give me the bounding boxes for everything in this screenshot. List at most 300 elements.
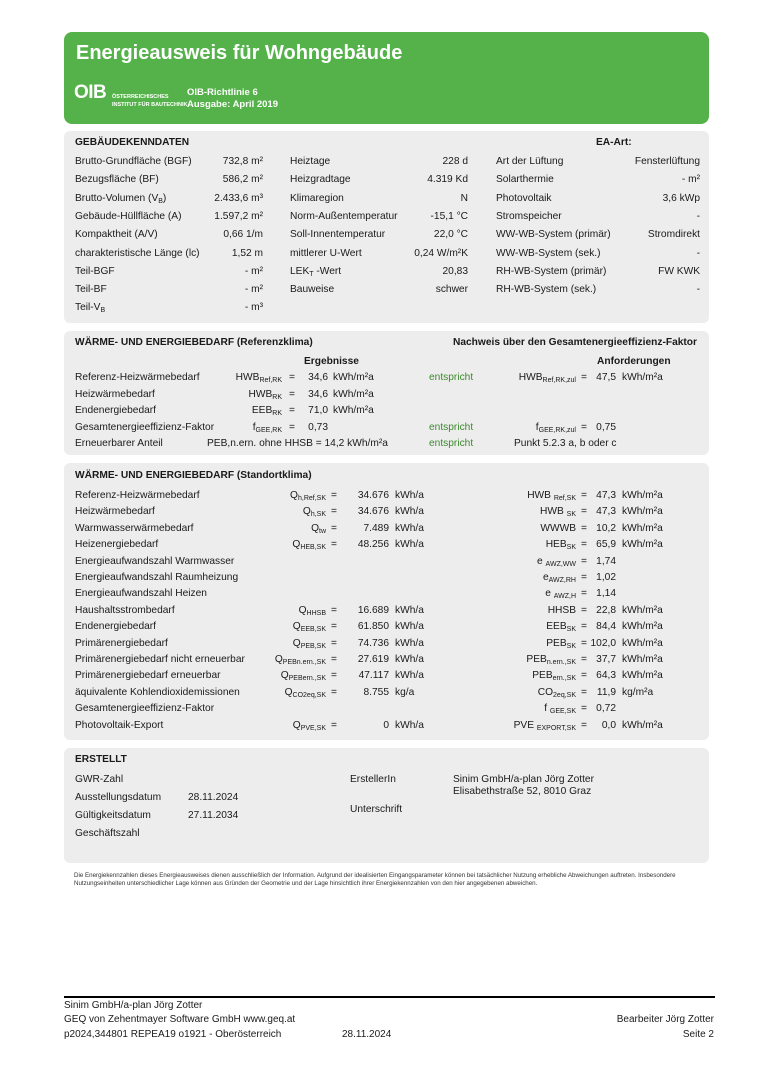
document-title: Energieausweis für Wohngebäude <box>76 42 403 64</box>
std-row-label: Primärenergiebedarf erneuerbar <box>75 670 221 682</box>
std-row-value: 48.256 <box>357 539 389 551</box>
std-row-req-symbol-subscript: Ref,SK <box>553 495 576 502</box>
geb-col2-value: 0,24 W/m²K <box>414 247 468 259</box>
std-row-symbol-symbol: Q <box>302 506 311 518</box>
std-row-label: Primärenergiebedarf <box>75 637 168 649</box>
std-row-label: Photovoltaik-Export <box>75 719 164 731</box>
std-row-symbol <box>254 539 326 551</box>
std-row-req-symbol <box>484 621 576 633</box>
geb-col2-label: Heizgradtage <box>290 174 351 186</box>
std-row-req-value: 0,72 <box>596 703 616 715</box>
std-row-value: 34.676 <box>357 490 389 501</box>
ref-row-symbol <box>214 389 282 401</box>
std-row-req-value: 0,0 <box>601 719 616 731</box>
std-row-req-symbol-symbol: PEB <box>546 637 567 649</box>
ref-row-label: Heizwärmebedarf <box>75 388 155 400</box>
ref-row-status: entspricht <box>429 421 474 433</box>
std-row-req-unit: kWh/m²a <box>622 719 663 731</box>
std-row-req-value: 10,2 <box>596 522 616 534</box>
std-row-req-symbol-symbol: HWB <box>540 506 567 518</box>
ref-row-symbol-symbol: HWB <box>248 388 273 400</box>
ergebnisse-heading: Ergebnisse <box>304 356 359 367</box>
std-row-req-value: 1,02 <box>596 572 616 583</box>
geb-col3-label: WW-WB-System (primär) <box>496 229 611 241</box>
std-row-req-eq: = <box>581 588 587 600</box>
geb-col3-value: - m² <box>681 174 700 186</box>
erneuerbar-label: Erneuerbarer Anteil <box>75 438 163 449</box>
std-row-req-symbol-symbol: PEB <box>532 670 553 682</box>
std-row-symbol-symbol: Q <box>274 654 283 665</box>
std-row-symbol-symbol: Q <box>292 539 301 551</box>
document-header <box>64 32 709 124</box>
std-row-req-symbol <box>484 506 576 518</box>
std-row-req-unit: kWh/m²a <box>622 539 663 551</box>
disclaimer: Die Energiekennzahlen dieses Energieausweises dienen ausschließlich der Information. Aufgrund der idealisierten Eingangsparameter können bei tatsächlicher Nutzung erhebliche Abweichungen auftreten. Insbesondere Nutzungseinheiten unterschiedlicher Lage können aus Gründen der Geometrie und der Lage hinsichtlich ihrer Energiekennzahlen von den hier angegebenen abweichen. <box>74 872 676 887</box>
ausstellung-label: Ausstellungsdatum <box>75 792 162 803</box>
ersteller-label: ErstellerIn <box>350 774 396 785</box>
std-row-symbol-subscript: HHSB <box>306 609 326 617</box>
std-row-value: 7.489 <box>363 522 389 534</box>
referenzklima-section <box>64 331 709 455</box>
oib-logo-mark: OIB <box>74 82 107 103</box>
ref-row-req-value: 0,75 <box>596 421 616 433</box>
std-row-symbol-subscript: EEB,SK <box>300 626 326 634</box>
std-row-req-symbol <box>484 720 576 732</box>
std-row-eq: = <box>331 654 337 665</box>
std-row-unit: kWh/a <box>395 637 424 649</box>
std-row-req-symbol <box>484 605 576 617</box>
ref-row-symbol-subscript: RK <box>272 393 282 401</box>
std-row-symbol <box>254 720 326 732</box>
std-row-label: Warmwasserwärmebedarf <box>75 522 194 534</box>
footer-project-id: p2024,344801 REPEA19 o1921 - Oberösterreich <box>64 1029 282 1040</box>
ref-row-value: 34,6 <box>308 388 328 400</box>
geb-col1-value: 586,2 m² <box>222 174 263 186</box>
std-row-req-value: 47,3 <box>596 490 616 501</box>
std-row-unit: kWh/a <box>395 621 424 633</box>
geb-col3-label: Solarthermie <box>496 174 554 186</box>
std-row-symbol-symbol: Q <box>292 637 301 649</box>
ref-row-eq: = <box>289 388 295 400</box>
std-row-unit: kWh/a <box>395 719 424 731</box>
std-row-req-unit: kWh/m²a <box>622 670 663 682</box>
ref-row-symbol-symbol: EEB <box>251 405 273 416</box>
ref-row-status: entspricht <box>429 372 474 383</box>
std-row-req-unit: kWh/m²a <box>622 604 663 616</box>
std-row-eq: = <box>331 539 337 551</box>
geb-col1-label-suffix: ) <box>162 192 167 204</box>
std-row-unit: kWh/a <box>395 506 424 518</box>
std-row-eq: = <box>331 637 337 649</box>
geb-col1-value: 2.433,6 m³ <box>214 192 263 204</box>
ref-row-req-eq: = <box>581 421 587 433</box>
ref-row-label: Gesamtenergieeffizienz-Faktor <box>75 421 215 433</box>
referenz-heading: WÄRME- UND ENERGIEBEDARF (Referenzklima) <box>75 337 313 348</box>
geb-col1-label: Kompaktheit (A/V) <box>75 229 158 241</box>
std-row-label: Energieaufwandszahl Warmwasser <box>75 555 235 567</box>
std-row-req-symbol-symbol: WWWB <box>540 522 576 534</box>
std-row-eq: = <box>331 670 337 682</box>
geb-col2-value: 4.319 Kd <box>427 174 468 186</box>
std-row-symbol <box>254 506 326 518</box>
std-row-label: äquivalente Kohlendioxidemissionen <box>75 686 240 698</box>
std-row-symbol <box>254 654 326 666</box>
std-row-req-value: 47,3 <box>596 506 616 518</box>
std-row-symbol-symbol: Q <box>290 490 298 501</box>
std-row-label: Gesamtenergieeffizienz-Faktor <box>75 703 215 715</box>
std-row-unit: kWh/a <box>395 654 424 665</box>
std-row-req-unit: kWh/m²a <box>622 654 663 665</box>
ref-row-eq: = <box>289 372 295 383</box>
std-row-eq: = <box>331 522 337 534</box>
geb-col1-label: Teil-BGF <box>75 265 115 277</box>
std-row-label: Primärenergiebedarf nicht erneuerbar <box>75 654 245 665</box>
geb-col2-label-symbol: LEK <box>290 265 310 277</box>
std-row-symbol <box>254 687 326 699</box>
geb-col2-value: N <box>460 192 468 204</box>
std-row-value: 74.736 <box>357 637 389 649</box>
std-row-symbol-subscript: PEB,SK <box>300 642 326 650</box>
ref-row-symbol-symbol: HWB <box>235 372 260 383</box>
richtlinie: OIB-Richtlinie 6 <box>187 87 258 98</box>
geb-col3-value: - <box>696 247 700 259</box>
std-row-unit: kWh/a <box>395 604 424 616</box>
std-row-eq: = <box>331 621 337 633</box>
std-row-req-eq: = <box>581 555 587 567</box>
std-row-value: 34.676 <box>357 506 389 518</box>
geb-col2-label: Norm-Außentemperatur <box>290 210 398 222</box>
geb-col3-label: WW-WB-System (sek.) <box>496 247 601 259</box>
std-row-req-symbol-symbol: CO <box>537 686 554 698</box>
geb-col1-label <box>75 193 166 205</box>
std-row-req-eq: = <box>581 572 587 583</box>
std-row-req-symbol <box>484 539 576 551</box>
std-row-symbol <box>254 621 326 633</box>
ref-row-symbol <box>214 372 282 384</box>
ref-row-value: 0,73 <box>308 421 328 433</box>
ref-row-symbol-subscript: RK <box>272 410 282 417</box>
geb-col1-value: - m³ <box>244 302 263 314</box>
geb-col2-label <box>290 266 341 278</box>
footer-divider <box>64 996 715 998</box>
ref-row-req-unit: kWh/m²a <box>622 372 663 383</box>
std-row-req-eq: = <box>581 522 587 534</box>
std-row-req-eq: = <box>581 539 587 551</box>
std-row-label: Heizwärmebedarf <box>75 506 155 518</box>
geb-col1-value: 0,66 1/m <box>223 229 263 241</box>
geb-col3-label: Art der Lüftung <box>496 156 564 167</box>
std-row-req-symbol-subscript: SK <box>566 626 576 634</box>
geb-col2-label-suffix: -Wert <box>313 265 342 277</box>
std-row-req-value: 37,7 <box>596 654 616 665</box>
std-row-unit: kWh/a <box>395 670 424 682</box>
std-row-eq: = <box>331 719 337 731</box>
std-row-req-symbol-symbol: HEB <box>545 539 567 551</box>
footer-company: Sinim GmbH/a-plan Jörg Zotter <box>64 1000 203 1011</box>
footer-page: Seite 2 <box>682 1029 714 1040</box>
std-row-value: 16.689 <box>357 604 389 616</box>
geb-col1-value: 1,52 m <box>231 247 263 259</box>
ref-row-label: Referenz-Heizwärmebedarf <box>75 372 200 383</box>
geb-col3-label: RH-WB-System (sek.) <box>496 284 597 296</box>
gueltig-label: Gültigkeitsdatum <box>75 810 151 821</box>
oib-logo-line1: ÖSTERREICHISCHES <box>112 94 169 100</box>
geb-col1-label: Gebäude-Hüllfläche (A) <box>75 210 182 222</box>
ref-row-req-symbol-subscript: GEE,RK,zul <box>538 426 576 434</box>
std-row-unit: kg/a <box>395 686 415 698</box>
gueltig-value: 27.11.2034 <box>188 810 239 821</box>
footer-software: GEQ von Zehentmayer Software GmbH www.geq.at <box>64 1014 296 1025</box>
std-row-req-value: 84,4 <box>596 621 616 633</box>
ref-row-req-symbol-subscript: Ref,RK,zul <box>542 377 576 384</box>
std-row-symbol <box>254 638 326 650</box>
geb-col1-value: 1.597,2 m² <box>214 210 263 222</box>
std-row-symbol-subscript: tw <box>319 527 326 535</box>
std-row-req-symbol-symbol: HWB <box>527 490 554 501</box>
std-row-req-symbol-subscript: SK <box>566 511 576 519</box>
geb-col1-label-symbol: Teil-V <box>75 302 101 314</box>
std-row-req-eq: = <box>581 604 587 616</box>
std-row-symbol-symbol: Q <box>298 604 307 616</box>
ref-row-eq: = <box>289 405 295 416</box>
std-row-req-symbol-subscript: AWZ,H <box>553 593 576 601</box>
std-row-req-symbol-symbol: e <box>542 572 549 583</box>
std-row-req-symbol-symbol: f <box>544 703 550 715</box>
erstellt-heading: ERSTELLT <box>75 754 127 765</box>
std-row-symbol-subscript: HEB,SK <box>300 544 326 552</box>
std-row-req-symbol <box>484 588 576 600</box>
gebaeudekenndaten-section <box>64 131 709 323</box>
ref-row-label: Endenergiebedarf <box>75 405 156 416</box>
gwr-label: GWR-Zahl <box>75 774 124 785</box>
std-row-req-symbol-symbol: PVE <box>513 719 537 731</box>
geb-col2-value: -15,1 °C <box>430 210 468 222</box>
erneuerbar-requirement: Punkt 5.2.3 a, b oder c <box>514 438 617 449</box>
std-row-req-unit: kWh/m²a <box>622 522 663 534</box>
gebaeude-heading: GEBÄUDEKENNDATEN <box>75 137 190 148</box>
geb-col1-value: - m² <box>244 284 263 296</box>
erneuerbar-status: entspricht <box>429 438 474 449</box>
std-row-label: Energieaufwandszahl Heizen <box>75 588 207 600</box>
geb-col3-value: Fensterlüftung <box>634 156 700 167</box>
geb-col2-label: mittlerer U-Wert <box>290 247 362 259</box>
ersteller-address: Elisabethstraße 52, 8010 Graz <box>453 786 592 797</box>
ref-row-req-symbol <box>484 372 576 384</box>
ref-row-symbol <box>214 405 282 417</box>
geb-col3-value: 3,6 kWp <box>662 192 700 204</box>
std-row-symbol-symbol: Q <box>292 621 301 633</box>
std-row-symbol-symbol: Q <box>292 719 301 731</box>
geb-col3-value: - <box>696 210 700 222</box>
std-row-req-symbol <box>484 687 576 699</box>
std-row-req-symbol-subscript: n.ern.,SK <box>546 659 576 666</box>
std-row-req-symbol-subscript: SK <box>566 544 576 552</box>
geb-col1-label-subscript: B <box>100 307 106 315</box>
ref-row-eq: = <box>289 421 295 433</box>
footer-date: 28.11.2024 <box>342 1029 392 1040</box>
nachweis-heading: Nachweis über den Gesamtenergieeffizienz-Faktor <box>452 337 697 348</box>
geb-col2-value: schwer <box>435 284 468 296</box>
geb-col1-label <box>75 302 105 314</box>
std-row-value: 8.755 <box>363 686 389 698</box>
erneuerbar-value: PEB,n.ern. ohne HHSB = 14,2 kWh/m²a <box>207 438 388 449</box>
ref-row-req-symbol <box>484 422 576 434</box>
ref-row-symbol <box>214 422 282 434</box>
std-row-req-symbol-symbol: HHSB <box>547 604 576 616</box>
std-row-req-eq: = <box>581 719 587 731</box>
geb-col1-label: Bezugsfläche (BF) <box>75 174 159 186</box>
std-row-req-unit: kWh/m²a <box>622 637 663 649</box>
std-row-symbol <box>254 490 326 502</box>
std-row-symbol <box>254 670 326 682</box>
geb-col2-label: Klimaregion <box>290 192 344 204</box>
std-row-symbol <box>254 605 326 617</box>
std-row-unit: kWh/a <box>395 490 424 501</box>
ref-row-value: 71,0 <box>308 405 328 416</box>
oib-logo <box>74 82 192 114</box>
std-row-req-value: 1,14 <box>596 588 616 600</box>
geb-col1-value: 732,8 m² <box>222 156 263 167</box>
ersteller-name: Sinim GmbH/a-plan Jörg Zotter <box>453 774 594 785</box>
std-row-req-eq: = <box>581 654 587 665</box>
geschaeftszahl-label: Geschäftszahl <box>75 828 140 839</box>
ref-row-req-value: 47,5 <box>596 372 616 383</box>
geb-col1-value: - m² <box>244 265 263 277</box>
std-row-req-symbol <box>484 572 576 584</box>
ref-row-unit: kWh/m²a <box>333 372 374 383</box>
std-row-req-symbol-symbol: PEB <box>526 654 547 665</box>
std-row-symbol-subscript: PVE,SK <box>300 724 326 732</box>
std-row-req-unit: kg/m²a <box>622 686 654 698</box>
geb-col1-label-symbol: Brutto-Volumen (V <box>75 192 159 204</box>
std-row-req-symbol <box>484 490 576 502</box>
geb-col3-label: Stromspeicher <box>496 210 562 222</box>
geb-col2-label-subscript: T <box>309 270 314 278</box>
erstellt-section <box>64 748 709 863</box>
std-row-req-eq: = <box>581 686 587 698</box>
ea-art-label: EA-Art: <box>596 137 632 148</box>
std-row-symbol-symbol: Q <box>311 522 319 534</box>
std-row-req-symbol <box>484 670 576 682</box>
std-row-req-unit: kWh/m²a <box>622 490 663 501</box>
geb-col2-label: Soll-Innentemperatur <box>290 229 386 241</box>
anforderungen-heading: Anforderungen <box>597 356 671 367</box>
geb-col1-label: Brutto-Grundfläche (BGF) <box>75 156 192 167</box>
std-row-req-symbol-symbol: e <box>537 555 546 567</box>
std-row-value: 61.850 <box>357 621 389 633</box>
std-row-eq: = <box>331 686 337 698</box>
ref-row-symbol-symbol: f <box>252 421 256 433</box>
geb-col1-label: Teil-BF <box>75 284 107 296</box>
std-row-value: 0 <box>383 719 389 731</box>
ausgabe: Ausgabe: April 2019 <box>187 99 278 110</box>
std-row-req-symbol <box>484 638 576 650</box>
std-row-symbol-subscript: h,SK <box>310 511 326 519</box>
ausstellung-value: 28.11.2024 <box>188 792 239 803</box>
std-row-unit: kWh/a <box>395 522 424 534</box>
geb-col3-label: Photovoltaik <box>496 192 552 204</box>
std-row-req-symbol <box>484 523 576 535</box>
ref-row-symbol-subscript: GEE,RK <box>255 426 282 434</box>
std-row-req-symbol-subscript: EXPORT,SK <box>536 724 576 732</box>
std-row-req-unit: kWh/m²a <box>622 506 663 518</box>
std-row-label: Heizenergiebedarf <box>75 539 159 551</box>
std-row-label: Haushaltsstrombedarf <box>75 604 175 616</box>
std-row-req-symbol-subscript: AWZ,RH <box>548 577 576 584</box>
std-row-req-symbol-subscript: AWZ,WW <box>545 560 576 568</box>
geb-col2-value: 228 d <box>442 156 468 167</box>
std-row-symbol-subscript: PEBn.ern.,SK <box>282 659 326 666</box>
std-row-req-symbol-subscript: ern.,SK <box>552 675 576 683</box>
geb-col3-value: - <box>696 284 700 296</box>
ref-row-req-eq: = <box>581 372 587 383</box>
ref-row-unit: kWh/m²a <box>333 388 374 400</box>
std-row-label: Energieaufwandszahl Raumheizung <box>75 572 239 583</box>
std-row-req-value: 1,74 <box>596 555 616 567</box>
standort-heading: WÄRME- UND ENERGIEBEDARF (Standortklima) <box>75 470 312 481</box>
geb-col1-label: charakteristische Länge (lc) <box>75 247 200 259</box>
std-row-symbol-symbol: Q <box>284 686 293 698</box>
std-row-req-symbol-subscript: GEE,SK <box>549 708 576 716</box>
std-row-req-unit: kWh/m²a <box>622 621 663 633</box>
ref-row-unit: kWh/m²a <box>333 405 374 416</box>
std-row-req-eq: = <box>581 621 587 633</box>
std-row-req-value: 102,0 <box>590 637 616 649</box>
unterschrift-label: Unterschrift <box>350 804 403 815</box>
std-row-req-eq: = <box>581 506 587 518</box>
std-row-unit: kWh/a <box>395 539 424 551</box>
std-row-req-symbol <box>484 654 576 666</box>
ref-row-req-symbol-symbol: HWB <box>518 372 543 383</box>
std-row-req-eq: = <box>581 490 587 501</box>
geb-col2-value: 22,0 °C <box>433 229 468 241</box>
std-row-req-eq: = <box>581 670 587 682</box>
std-row-symbol-subscript: CO2eq,SK <box>292 691 326 699</box>
std-row-req-symbol-subscript: SK <box>566 642 576 650</box>
std-row-req-eq: = <box>581 637 587 649</box>
std-row-req-eq: = <box>581 703 587 715</box>
std-row-value: 47.117 <box>358 670 389 682</box>
std-row-label: Referenz-Heizwärmebedarf <box>75 490 200 501</box>
std-row-req-symbol-subscript: 2eq,SK <box>553 691 576 699</box>
geb-col2-value: 20,83 <box>442 265 468 277</box>
std-row-symbol-subscript: PEBern.,SK <box>288 675 326 683</box>
std-row-eq: = <box>331 490 337 501</box>
geb-col1-label-subscript: B <box>158 197 163 205</box>
std-row-symbol-subscript: h,Ref,SK <box>297 495 326 502</box>
std-row-req-symbol-symbol: e <box>545 588 554 600</box>
std-row-label: Endenergiebedarf <box>75 621 156 633</box>
std-row-req-symbol <box>484 703 576 715</box>
std-row-symbol <box>254 523 326 535</box>
geb-col2-label: Heiztage <box>290 156 331 167</box>
geb-col3-value: Stromdirekt <box>647 229 700 241</box>
std-row-eq: = <box>331 506 337 518</box>
geb-col2-label: Bauweise <box>290 284 335 296</box>
std-row-req-symbol <box>484 556 576 568</box>
oib-logo-line2: INSTITUT FÜR BAUTECHNIK <box>112 102 188 108</box>
std-row-req-value: 22,8 <box>596 604 616 616</box>
std-row-req-symbol-symbol: EEB <box>546 621 567 633</box>
ref-row-value: 34,6 <box>308 372 328 383</box>
ref-row-req-symbol-symbol: f <box>535 421 539 433</box>
footer-bearbeiter: Bearbeiter Jörg Zotter <box>616 1014 714 1025</box>
std-row-req-value: 65,9 <box>596 539 616 551</box>
std-row-value: 27.619 <box>357 654 389 665</box>
std-row-req-value: 11,9 <box>596 686 616 698</box>
std-row-eq: = <box>331 604 337 616</box>
standortklima-section <box>64 463 709 740</box>
